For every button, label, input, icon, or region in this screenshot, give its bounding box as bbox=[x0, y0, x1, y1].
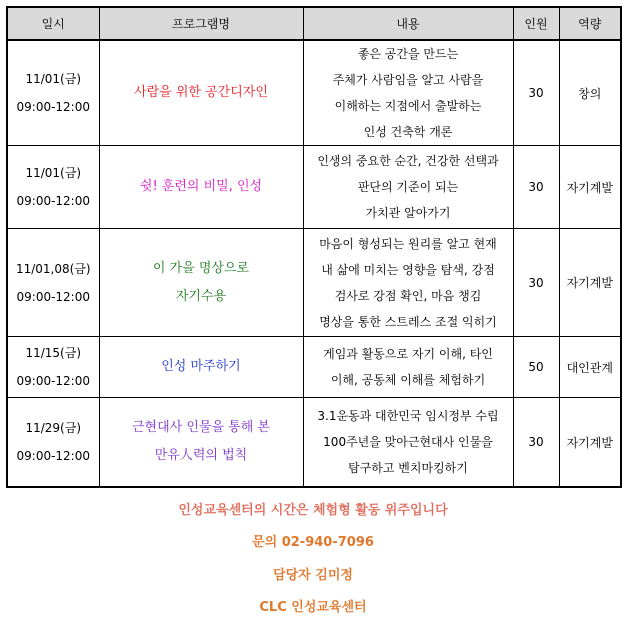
program-cell bbox=[99, 337, 303, 398]
content-cell bbox=[303, 40, 513, 146]
program-title: 근현대사 인물을 통해 본 bbox=[132, 420, 270, 435]
content-line: 인생의 중요한 순간, 건강한 선택과 bbox=[317, 154, 499, 168]
time-text: 09:00-12:00 bbox=[16, 449, 90, 463]
program-cell bbox=[99, 146, 303, 229]
program-cell bbox=[99, 40, 303, 146]
date-cell bbox=[7, 337, 99, 398]
program-title: 쉿! 훈련의 비밀, 인성 bbox=[139, 179, 263, 194]
skill-cell: 자기계발 bbox=[559, 229, 621, 337]
skill-cell: 창의 bbox=[559, 40, 621, 146]
footer-notice: 인성교육센터의 시간은 체험형 활동 위주입니다 bbox=[178, 503, 448, 518]
header-date: 일시 bbox=[7, 7, 99, 40]
count-cell: 30 bbox=[513, 146, 559, 229]
header-program: 프로그램명 bbox=[99, 7, 303, 40]
count-cell: 50 bbox=[513, 337, 559, 398]
count-cell: 30 bbox=[513, 40, 559, 146]
program-cell bbox=[99, 398, 303, 488]
header-count: 인원 bbox=[513, 7, 559, 40]
content-line: 내 삶에 미치는 영향을 탐색, 강점 bbox=[321, 262, 495, 277]
date-text: 11/01(금) bbox=[25, 72, 82, 86]
content-line: 이해, 공동체 이해를 체험하기 bbox=[330, 373, 486, 387]
content-cell bbox=[303, 146, 513, 229]
table-row bbox=[7, 229, 621, 337]
table-row bbox=[7, 40, 621, 146]
count-cell: 30 bbox=[513, 229, 559, 337]
skill-cell: 자기계발 bbox=[559, 146, 621, 229]
program-title: 만유人력의 법칙 bbox=[154, 448, 248, 463]
content-line: 인성 건축학 개론 bbox=[363, 125, 453, 139]
date-cell bbox=[7, 229, 99, 337]
skill-cell: 대인관계 bbox=[559, 337, 621, 398]
date-text: 11/15(금) bbox=[25, 346, 82, 360]
date-text: 11/01,08(금) bbox=[15, 261, 91, 276]
content-line: 주체가 사람임을 알고 사람을 bbox=[332, 73, 484, 87]
content-line: 탐구하고 벤치마킹하기 bbox=[348, 461, 468, 475]
table-row bbox=[7, 337, 621, 398]
header-skill: 역량 bbox=[559, 7, 621, 40]
program-title: 사람을 위한 공간디자인 bbox=[134, 85, 268, 100]
program-cell bbox=[99, 229, 303, 337]
content-cell bbox=[303, 398, 513, 488]
time-text: 09:00-12:00 bbox=[16, 374, 90, 388]
program-title: 이 가을 명상으로 bbox=[152, 260, 250, 276]
content-line: 이해하는 지점에서 출발하는 bbox=[334, 99, 482, 113]
content-line: 판단의 기준이 되는 bbox=[357, 180, 459, 194]
footer-manager: 담당자 김미정 bbox=[273, 568, 353, 583]
header-content: 내용 bbox=[303, 7, 513, 40]
program-schedule-table bbox=[6, 6, 622, 488]
program-title: 인성 마주하기 bbox=[161, 359, 241, 374]
content-cell bbox=[303, 229, 513, 337]
table-row bbox=[7, 146, 621, 229]
program-title: 자기수용 bbox=[175, 288, 227, 304]
count-cell: 30 bbox=[513, 398, 559, 488]
content-line: 게임과 활동으로 자기 이해, 타인 bbox=[323, 347, 493, 361]
date-cell bbox=[7, 146, 99, 229]
time-text: 09:00-12:00 bbox=[16, 289, 90, 304]
footer-phone: 문의 02-940-7096 bbox=[252, 535, 374, 550]
content-line: 좋은 공간을 만드는 bbox=[357, 47, 459, 61]
content-line: 100주년을 맞아근현대사 인물을 bbox=[323, 435, 493, 449]
date-text: 11/29(금) bbox=[25, 421, 82, 435]
content-line: 3.1운동과 대한민국 임시정부 수립 bbox=[317, 409, 499, 423]
date-cell bbox=[7, 40, 99, 146]
content-line: 검사로 강점 확인, 마음 챙김 bbox=[334, 288, 482, 303]
time-text: 09:00-12:00 bbox=[16, 100, 90, 114]
time-text: 09:00-12:00 bbox=[16, 194, 90, 208]
date-cell bbox=[7, 398, 99, 488]
content-line: 가치관 알아가기 bbox=[365, 206, 451, 220]
footer-org: CLC 인성교육센터 bbox=[259, 600, 367, 615]
skill-cell: 자기계발 bbox=[559, 398, 621, 488]
content-cell bbox=[303, 337, 513, 398]
table-row bbox=[7, 398, 621, 488]
date-text: 11/01(금) bbox=[25, 166, 82, 180]
content-line: 마음이 형성되는 원리를 알고 현재 bbox=[319, 236, 497, 251]
table-header-row bbox=[7, 7, 621, 40]
content-line: 명상을 통한 스트레스 조절 익히기 bbox=[319, 314, 497, 329]
